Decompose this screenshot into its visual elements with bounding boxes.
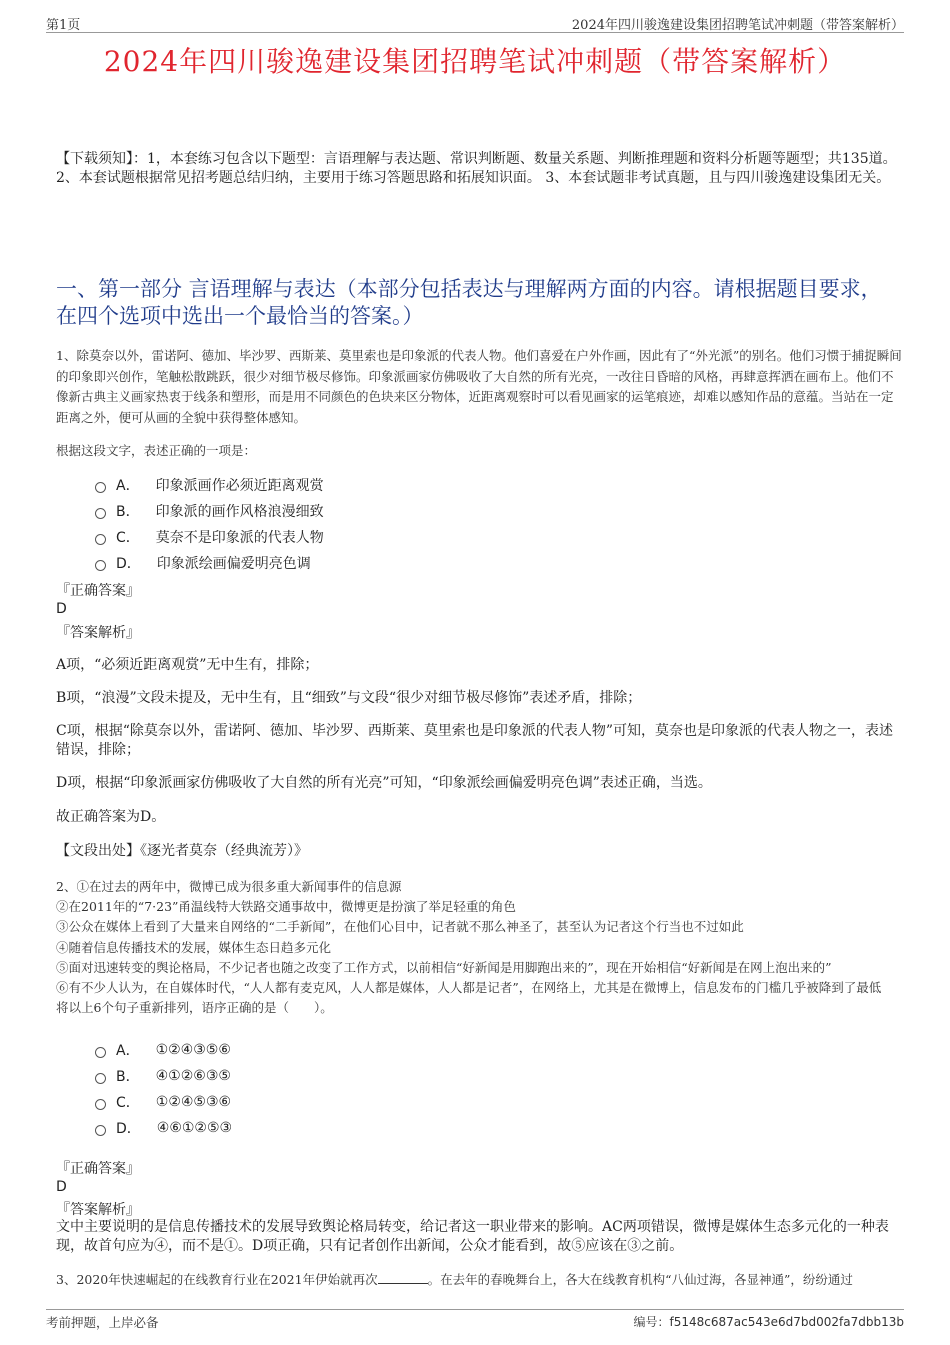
header-divider	[46, 32, 904, 33]
q1-analysis-c: C项，根据“除莫奈以外，雷诺阿、德加、毕沙罗、西斯莱、莫里索也是印象派的代表人物”可知，莫奈也是印象派的代表人物之一，表述错误，排除；	[56, 723, 894, 758]
option-letter: C．	[116, 1095, 140, 1111]
option-text: 印象派绘画偏爱明亮色调	[156, 556, 311, 572]
q1-option-a[interactable]	[95, 472, 324, 498]
q2-options	[95, 1037, 232, 1141]
q3-stem	[56, 1270, 902, 1291]
q2-option-c[interactable]	[95, 1089, 232, 1115]
q1-option-d[interactable]	[95, 550, 324, 576]
option-text: ④⑥①②⑤③	[156, 1120, 233, 1136]
q2-sentences	[56, 877, 902, 1018]
radio-icon[interactable]	[95, 534, 106, 545]
option-text: 印象派画作必须近距离观赏	[155, 478, 324, 494]
footer-divider	[46, 1309, 904, 1310]
q1-passage: 1、除莫奈以外，雷诺阿、德加、毕沙罗、西斯莱、莫里索也是印象派的代表人物。他们喜爱在户外作画，因此有了“外光派”的别名。他们习惯于捕捉瞬间的印象即兴创作，笔触松散跳跃，很少对细节极尽修饰。印象派画家仿佛吸收了大自然的所有光亮，一改往日昏暗的风格，再肆意挥洒在画布上。他们不像新古典主义画家热衷于线条和塑形，而是用不同颜色的色块来区分物体，近距离观察时可以看见画家的运笔痕迹，却难以感知作品的意蕴。当站在一定距离之外，便可从画的全貌中获得整体感知。	[56, 348, 902, 425]
radio-icon[interactable]	[95, 1047, 106, 1058]
page-number: 第1页	[46, 18, 81, 33]
q1-option-c[interactable]	[95, 524, 324, 550]
q2-line: ④随着信息传播技术的发展，媒体生态日趋多元化	[56, 939, 332, 955]
q1-option-b[interactable]	[95, 498, 324, 524]
radio-icon[interactable]	[95, 482, 106, 493]
running-title: 2024年四川骏逸建设集团招聘笔试冲刺题（带答案解析）	[571, 18, 904, 33]
section-heading: 一、第一部分 言语理解与表达（本部分包括表达与理解两方面的内容。请根据题目要求，在四个选项中选出一个最恰当的答案。）	[56, 277, 882, 328]
option-text: 莫奈不是印象派的代表人物	[155, 530, 324, 546]
q2-line: ②在2011年的“7·23”甬温线特大铁路交通事故中，微博更是扮演了举足轻重的角色	[56, 899, 516, 915]
radio-icon[interactable]	[95, 1125, 106, 1136]
option-text: ①②④⑤③⑥	[155, 1094, 232, 1110]
q2-option-a[interactable]	[95, 1037, 232, 1063]
q2-answer-label: 『正确答案』	[56, 1161, 140, 1177]
option-text: ④①②⑥③⑤	[155, 1068, 231, 1084]
q1-stem: 根据这段文字，表述正确的一项是：	[56, 443, 257, 458]
option-letter: D．	[116, 1121, 141, 1137]
q2-line: 2、①在过去的两年中，微博已成为很多重大新闻事件的信息源	[56, 879, 402, 894]
fill-blank	[378, 1272, 428, 1284]
q1-conclusion: 故正确答案为D。	[56, 809, 166, 825]
option-letter: B．	[116, 1069, 140, 1085]
option-letter: A．	[116, 1043, 140, 1059]
q1-options	[95, 472, 324, 576]
q2-analysis-label: 『答案解析』	[56, 1202, 140, 1218]
q2-answer: D	[56, 1179, 67, 1195]
q3-text-before: 3、2020年快速崛起的在线教育行业在2021年伊始就再次	[56, 1272, 378, 1287]
q2-option-d[interactable]	[95, 1115, 232, 1141]
radio-icon[interactable]	[95, 508, 106, 519]
q1-answer-label: 『正确答案』	[56, 583, 140, 599]
option-letter: C．	[116, 530, 140, 546]
option-letter: D．	[116, 556, 141, 572]
q1-analysis-a: A项，“必须近距离观赏”无中生有，排除；	[56, 657, 319, 673]
q1-analysis-d: D项，根据“印象派画家仿佛吸收了大自然的所有光亮”可知，“印象派绘画偏爱明亮色调”表述正确，当选。	[56, 775, 712, 791]
q2-line: ⑥有不少人认为，在自媒体时代，“人人都有麦克风，人人都是媒体，人人都是记者”，在网络上，尤其是在微博上，信息发布的门槛几乎被降到了最低	[56, 980, 882, 996]
radio-icon[interactable]	[95, 1073, 106, 1084]
document-title: 2024年四川骏逸建设集团招聘笔试冲刺题（带答案解析）	[103, 45, 847, 78]
option-text: ①②④③⑤⑥	[155, 1042, 231, 1058]
q2-line: ⑤面对迅速转变的舆论格局，不少记者也随之改变了工作方式，以前相信“好新闻是用脚跑出来的”，现在开始相信“好新闻是在网上泡出来的”	[56, 959, 832, 975]
download-note: 【下载须知】：1，本套练习包含以下题型：言语理解与表达题、常识判断题、数量关系题、判断推理题和资料分析题等题型；共135道。 2、本套试题根据常见招考题总结归纳，主要用于练习答题思路和拓展知识面。 3、本套试题非考试真题，且与四川骏逸建设集团无关。	[56, 151, 897, 186]
q2-option-b[interactable]	[95, 1063, 232, 1089]
document-id: 编号：f5148c687ac543e6d7bd002fa7dbb13b	[633, 1315, 904, 1329]
option-text: 印象派的画作风格浪漫细致	[155, 504, 324, 520]
option-letter: B．	[116, 504, 140, 520]
q1-analysis-b: B项，“浪漫”文段未提及，无中生有，且“细致”与文段“很少对细节极尽修饰”表述矛盾，排除；	[56, 690, 642, 706]
q2-line: ③公众在媒体上看到了大量来自网络的“二手新闻”，在他们心目中，记者就不那么神圣了，甚至认为记者这个行当也不过如此	[56, 919, 744, 935]
q1-answer: D	[56, 601, 67, 617]
footer-slogan: 考前押题，上岸必备	[46, 1315, 159, 1330]
q3-text-after: 。在去年的春晚舞台上，各大在线教育机构“八仙过海，各显神通”，纷纷通过	[427, 1272, 853, 1287]
option-letter: A．	[116, 478, 140, 494]
radio-icon[interactable]	[95, 1099, 106, 1110]
q1-analysis-label: 『答案解析』	[56, 625, 140, 641]
q1-source: 【文段出处】《逐光者莫奈（经典流芳）》	[56, 843, 308, 859]
q2-analysis: 文中主要说明的是信息传播技术的发展导致舆论格局转变，给记者这一职业带来的影响。AC两项错误，微博是媒体生态多元化的一种表现，故首句应为④，而不是①。D项正确，只有记者创作出新闻，公众才能看到，故⑤应该在③之前。	[56, 1219, 889, 1254]
radio-icon[interactable]	[95, 560, 106, 571]
q2-stem: 将以上6个句子重新排列，语序正确的是（ ）。	[56, 1000, 333, 1016]
